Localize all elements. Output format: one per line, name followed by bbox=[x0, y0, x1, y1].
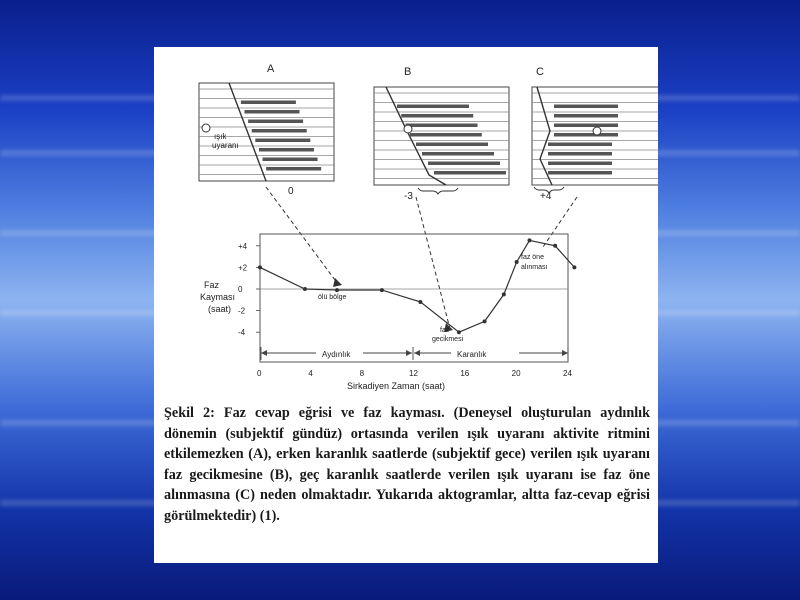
activity-bar bbox=[422, 152, 494, 156]
data-point bbox=[418, 300, 422, 304]
panel-b-label: B bbox=[404, 66, 412, 78]
x-tick-label: 20 bbox=[511, 369, 521, 378]
activity-bar bbox=[245, 110, 300, 114]
activity-bar bbox=[410, 133, 482, 137]
y-label-line2: Kayması bbox=[200, 292, 236, 302]
data-point bbox=[303, 287, 307, 291]
panel-a-value: 0 bbox=[288, 186, 294, 197]
phase-dark-label: Karanlık bbox=[457, 350, 487, 359]
activity-bar bbox=[548, 162, 612, 166]
data-point bbox=[457, 330, 461, 334]
stimulus-label-line2: uyaranı bbox=[212, 141, 239, 150]
panel-b-value: -3 bbox=[404, 191, 413, 202]
activity-bar bbox=[554, 124, 618, 128]
actogram-c bbox=[532, 66, 658, 202]
data-point bbox=[553, 244, 557, 248]
y-tick-label: +4 bbox=[238, 241, 248, 251]
activity-bar bbox=[434, 171, 506, 175]
activity-bar bbox=[554, 105, 618, 109]
activity-bar bbox=[241, 101, 296, 105]
y-tick-label: +2 bbox=[238, 263, 248, 273]
figure-illustration bbox=[154, 47, 658, 403]
advance-annotation-line2: alınması bbox=[521, 264, 548, 271]
y-label-line3: (saat) bbox=[208, 304, 232, 314]
x-tick-label: 4 bbox=[308, 369, 313, 378]
y-tick-label: -2 bbox=[238, 306, 246, 316]
activity-bar bbox=[554, 133, 618, 137]
actogram-b bbox=[374, 66, 509, 202]
dead-zone-annotation: ölü bölge bbox=[318, 294, 347, 301]
activity-bar bbox=[416, 143, 488, 147]
x-tick-label: 8 bbox=[359, 369, 365, 378]
activity-bar bbox=[266, 167, 321, 171]
activity-bar bbox=[252, 129, 307, 133]
data-point bbox=[335, 288, 339, 292]
activity-bar bbox=[548, 143, 612, 147]
data-point bbox=[258, 265, 262, 269]
activity-bar bbox=[263, 158, 318, 162]
x-tick-label: 0 bbox=[257, 369, 262, 378]
x-axis-label: Sirkadiyen Zaman (saat) bbox=[347, 381, 446, 391]
activity-bar bbox=[554, 114, 618, 118]
actogram-a bbox=[199, 63, 334, 197]
x-tick-label: 16 bbox=[460, 369, 470, 378]
activity-bar bbox=[406, 124, 478, 128]
phase-bar bbox=[261, 347, 568, 360]
activity-bar bbox=[548, 171, 612, 175]
advance-annotation-line1: faz öne bbox=[521, 254, 544, 261]
data-point bbox=[502, 292, 506, 296]
y-label-line1: Faz bbox=[204, 280, 220, 290]
activity-bar bbox=[248, 120, 303, 124]
panel-c-label: C bbox=[536, 66, 544, 78]
x-tick-label: 12 bbox=[409, 369, 418, 378]
y-tick-label: -4 bbox=[238, 328, 246, 338]
phase-response-chart bbox=[200, 234, 576, 391]
delay-annotation-line2: gecikmesi bbox=[432, 336, 464, 343]
data-point bbox=[572, 265, 576, 269]
activity-bar bbox=[397, 105, 469, 109]
figure-card bbox=[154, 47, 658, 563]
phase-light-label: Aydınlık bbox=[322, 350, 351, 359]
panel-a-label: A bbox=[267, 63, 275, 75]
activity-bar bbox=[259, 148, 314, 152]
data-point bbox=[528, 238, 532, 242]
activity-bar bbox=[401, 114, 473, 118]
figure-caption: Şekil 2: Faz cevap eğrisi ve faz kayması. (Deneysel oluşturulan aydınlık dönemin (subjektif gündüz) ortasında verilen ışık uyaranı aktivite ritmini etkilemezken (A), erken karanlık saatlerde (subjektif gece) verilen ışık uyaranı faz gecikmesine (B), geç karanlık saatlerde verilen ışık uyaranı ise faz öne alınmasına (C) neden olmaktadır. Yukarıda aktogramlar, altta faz-cevap eğrisi görülmektedir) (1). bbox=[164, 405, 650, 524]
panel-c-value: +4 bbox=[540, 191, 552, 202]
y-tick-label: 0 bbox=[238, 285, 243, 294]
stimulus-label-line1: ışık bbox=[214, 132, 227, 141]
activity-bar bbox=[428, 162, 500, 166]
data-point bbox=[483, 319, 487, 323]
x-tick-label: 24 bbox=[563, 369, 572, 378]
data-point bbox=[515, 260, 519, 264]
activity-bar bbox=[548, 152, 612, 156]
data-point bbox=[380, 288, 384, 292]
delay-annotation-line1: faz bbox=[440, 327, 450, 334]
activity-bar bbox=[255, 139, 310, 143]
